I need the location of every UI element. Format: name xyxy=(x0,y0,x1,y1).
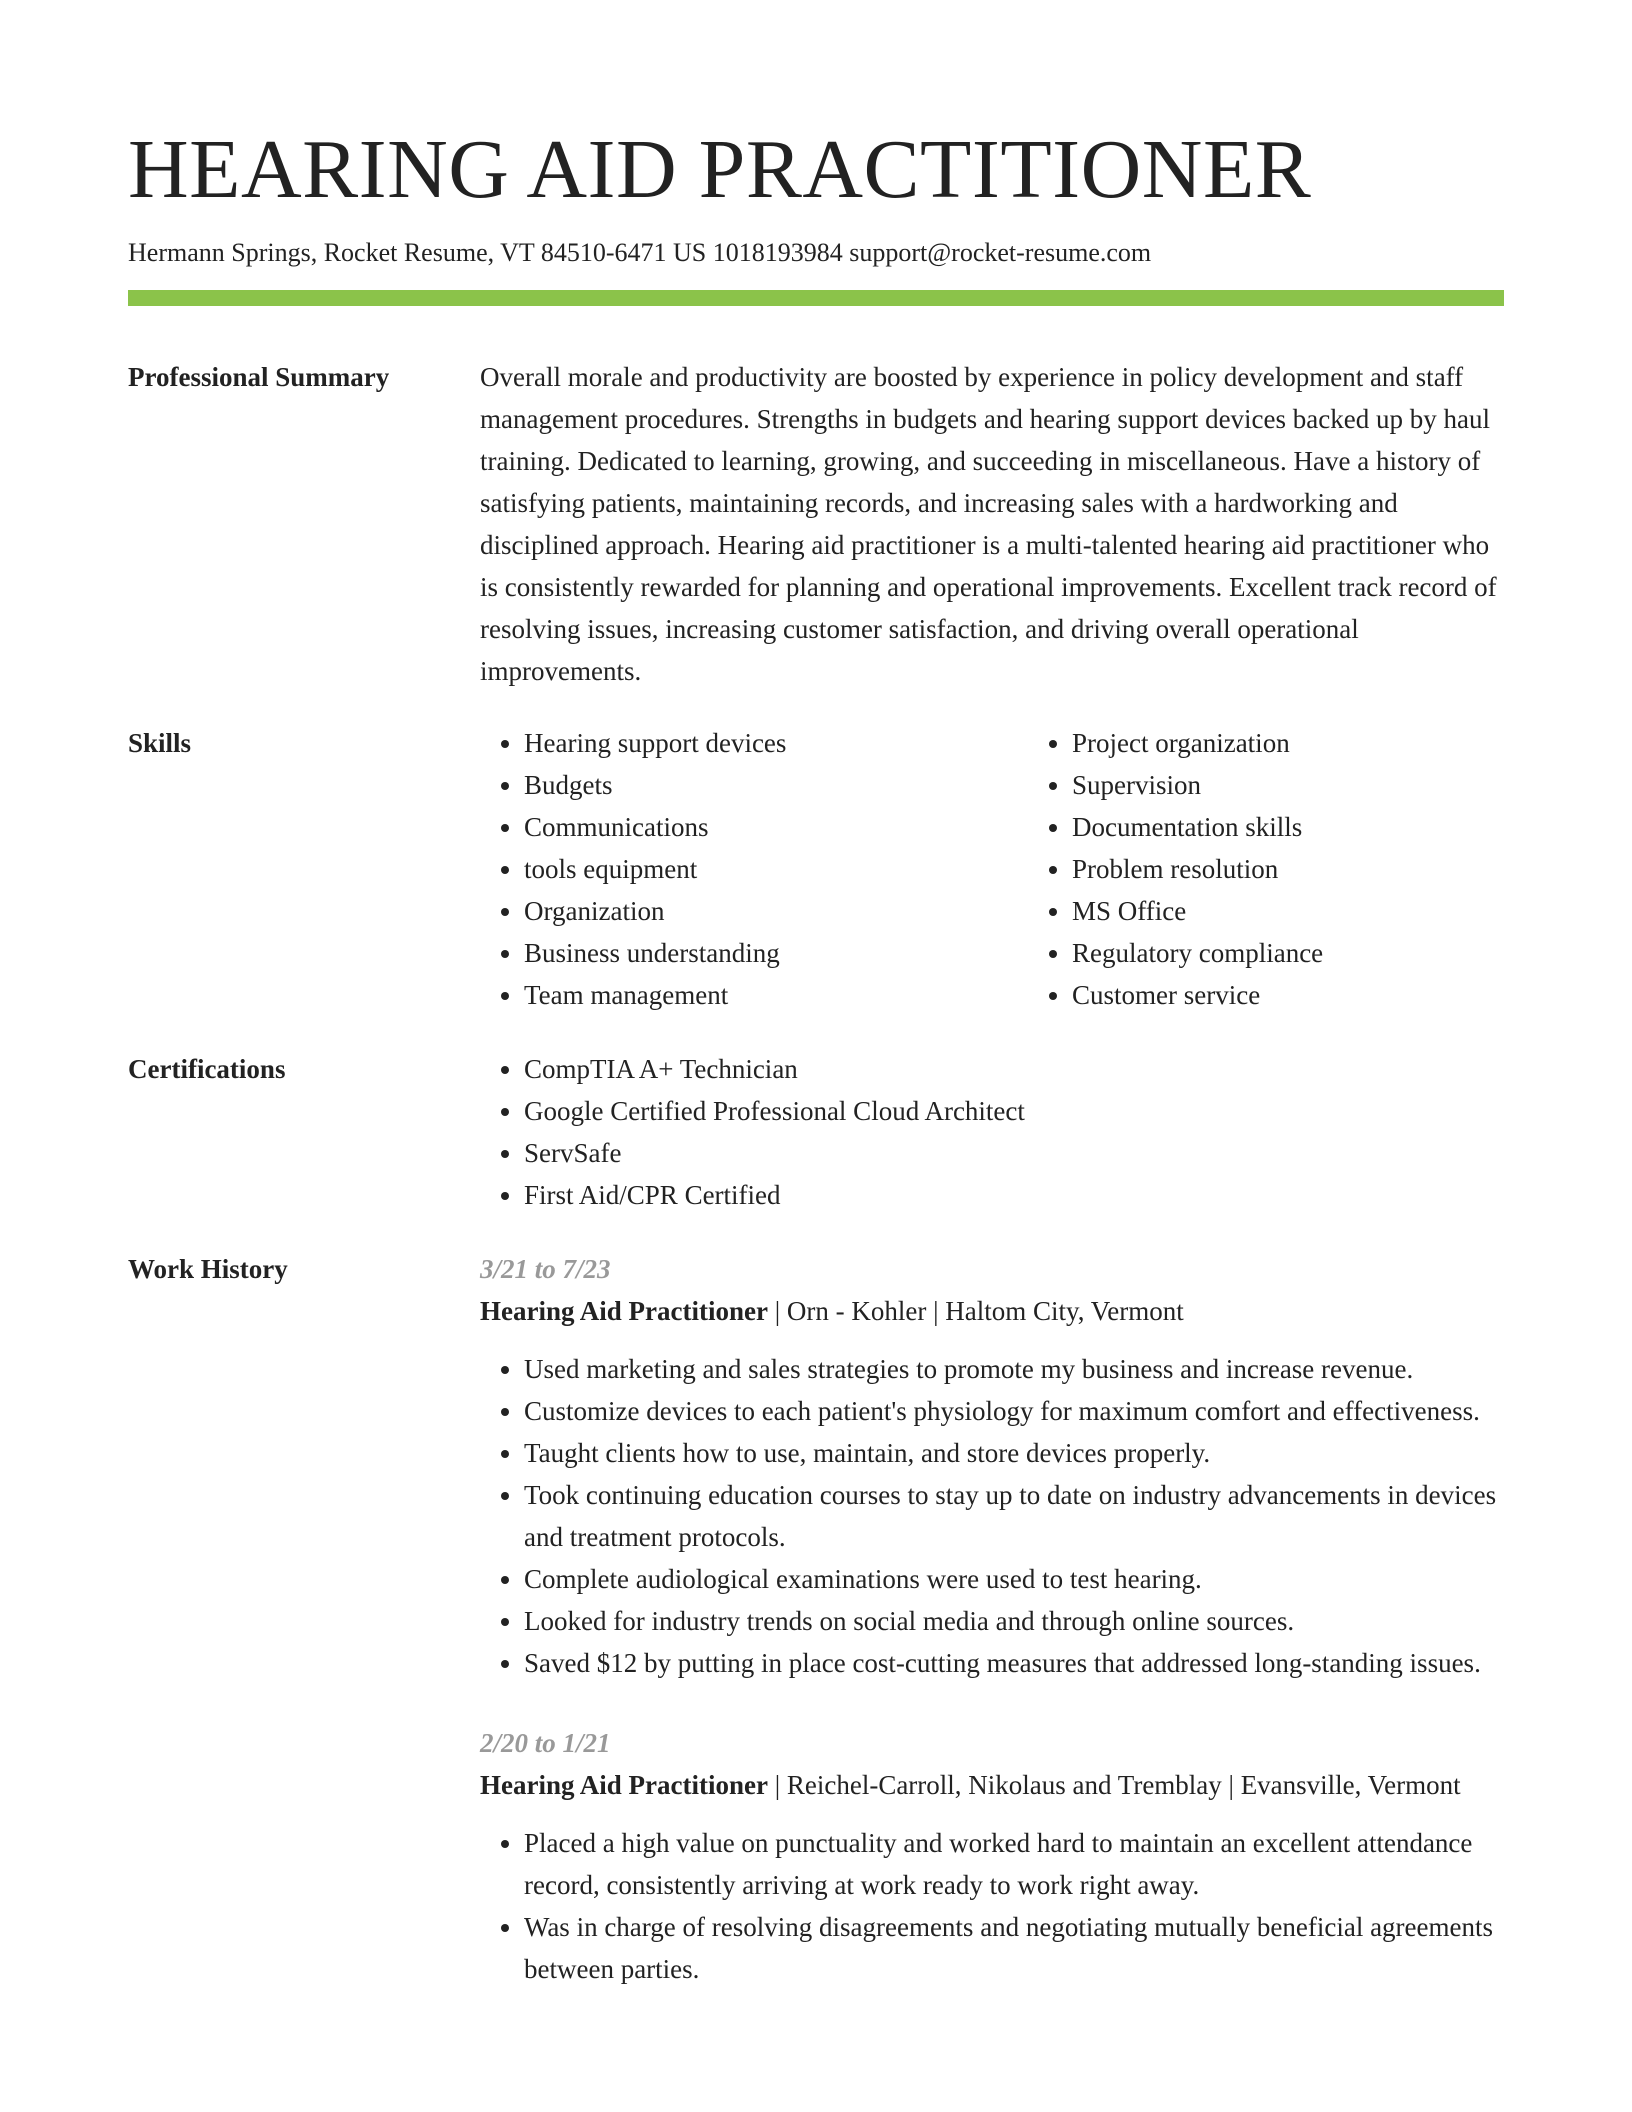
skill-item: • Communications xyxy=(524,806,1028,848)
skill-item: • Regulatory compliance xyxy=(1072,932,1504,974)
skill-item: • Budgets xyxy=(524,764,1028,806)
job-header xyxy=(480,1764,1504,1806)
job-dates: 3/21 to 7/23 xyxy=(480,1254,611,1284)
skill-item: • Project organization xyxy=(1072,722,1504,764)
skill-item: • Team management xyxy=(524,974,1028,1016)
contact-line: Hermann Springs, Rocket Resume, VT 84510-6471 US 1018193984 support@rocket-resume.com xyxy=(128,238,1152,267)
job-details: | Orn - Kohler | Haltom City, Vermont xyxy=(767,1296,1184,1326)
job-header xyxy=(480,1290,1504,1332)
job-bullets xyxy=(480,1348,1504,1684)
certification-item: • Google Certified Professional Cloud Architect xyxy=(524,1090,1504,1132)
work-history-heading: Work History xyxy=(128,1254,288,1284)
job-dates: 2/20 to 1/21 xyxy=(480,1728,611,1758)
job-bullets xyxy=(480,1822,1504,1990)
skill-item: • Problem resolution xyxy=(1072,848,1504,890)
summary-heading: Professional Summary xyxy=(128,362,390,392)
certifications-list xyxy=(480,1048,1504,1216)
job-bullet: • Complete audiological examinations were used to test hearing. xyxy=(524,1558,1504,1600)
resume-page xyxy=(128,0,1504,1990)
skill-item: • MS Office xyxy=(1072,890,1504,932)
job-bullet: • Taught clients how to use, maintain, and store devices properly. xyxy=(524,1432,1504,1474)
skill-item: • Customer service xyxy=(1072,974,1504,1016)
job-details: | Reichel-Carroll, Nikolaus and Tremblay | Evansville, Vermont xyxy=(767,1770,1461,1800)
job-bullet: • Customize devices to each patient's physiology for maximum comfort and effectiveness. xyxy=(524,1390,1504,1432)
certifications-section xyxy=(128,1048,1504,1216)
job-bullet: • Used marketing and sales strategies to promote my business and increase revenue. xyxy=(524,1348,1504,1390)
certification-item: • CompTIA A+ Technician xyxy=(524,1048,1504,1090)
certifications-heading: Certifications xyxy=(128,1054,286,1084)
skills-list-left xyxy=(480,722,1028,1016)
skills-heading: Skills xyxy=(128,728,192,758)
job-bullet: • Saved $12 by putting in place cost-cutting measures that addressed long-standing issues. xyxy=(524,1642,1504,1684)
job-bullet: • Placed a high value on punctuality and worked hard to maintain an excellent attendance record, consistently arriving at work ready to work right away. xyxy=(524,1822,1504,1906)
work-history-section xyxy=(128,1248,1504,1990)
certification-item: • First Aid/CPR Certified xyxy=(524,1174,1504,1216)
certification-item: • ServSafe xyxy=(524,1132,1504,1174)
skill-item: • Business understanding xyxy=(524,932,1028,974)
job-bullet: • Was in charge of resolving disagreements and negotiating mutually beneficial agreements between parties. xyxy=(524,1906,1504,1990)
job-title: Hearing Aid Practitioner xyxy=(480,1770,768,1800)
skills-section xyxy=(128,722,1504,1016)
skill-item: • Supervision xyxy=(1072,764,1504,806)
job-bullet: • Looked for industry trends on social media and through online sources. xyxy=(524,1600,1504,1642)
job-bullet: • Took continuing education courses to stay up to date on industry advancements in devices and treatment protocols. xyxy=(524,1474,1504,1558)
job-entry xyxy=(480,1722,1504,1990)
summary-text: Overall morale and productivity are boosted by experience in policy development and staff management procedures. Strengths in budgets and hearing support devices backed up by haul training. Dedicated to learning, growing, and succeeding in miscellaneous. Have a history of satisfying patients, maintaining records, and increasing sales with a hardworking and disciplined approach. Hearing aid practitioner is a multi-talented hearing aid practitioner who is consistently rewarded for planning and operational improvements. Excellent track record of resolving issues, increasing customer satisfaction, and driving overall operational improvements. xyxy=(480,362,1497,686)
skills-list-right xyxy=(1028,722,1504,1016)
skill-item: • Organization xyxy=(524,890,1028,932)
skill-item: • Hearing support devices xyxy=(524,722,1028,764)
skill-item: • tools equipment xyxy=(524,848,1028,890)
skill-item: • Documentation skills xyxy=(1072,806,1504,848)
job-entry xyxy=(480,1248,1504,1684)
summary-section xyxy=(128,356,1504,692)
resume-title: HEARING AID PRACTITIONER xyxy=(128,123,1312,216)
header-divider xyxy=(128,290,1504,306)
job-title: Hearing Aid Practitioner xyxy=(480,1296,768,1326)
